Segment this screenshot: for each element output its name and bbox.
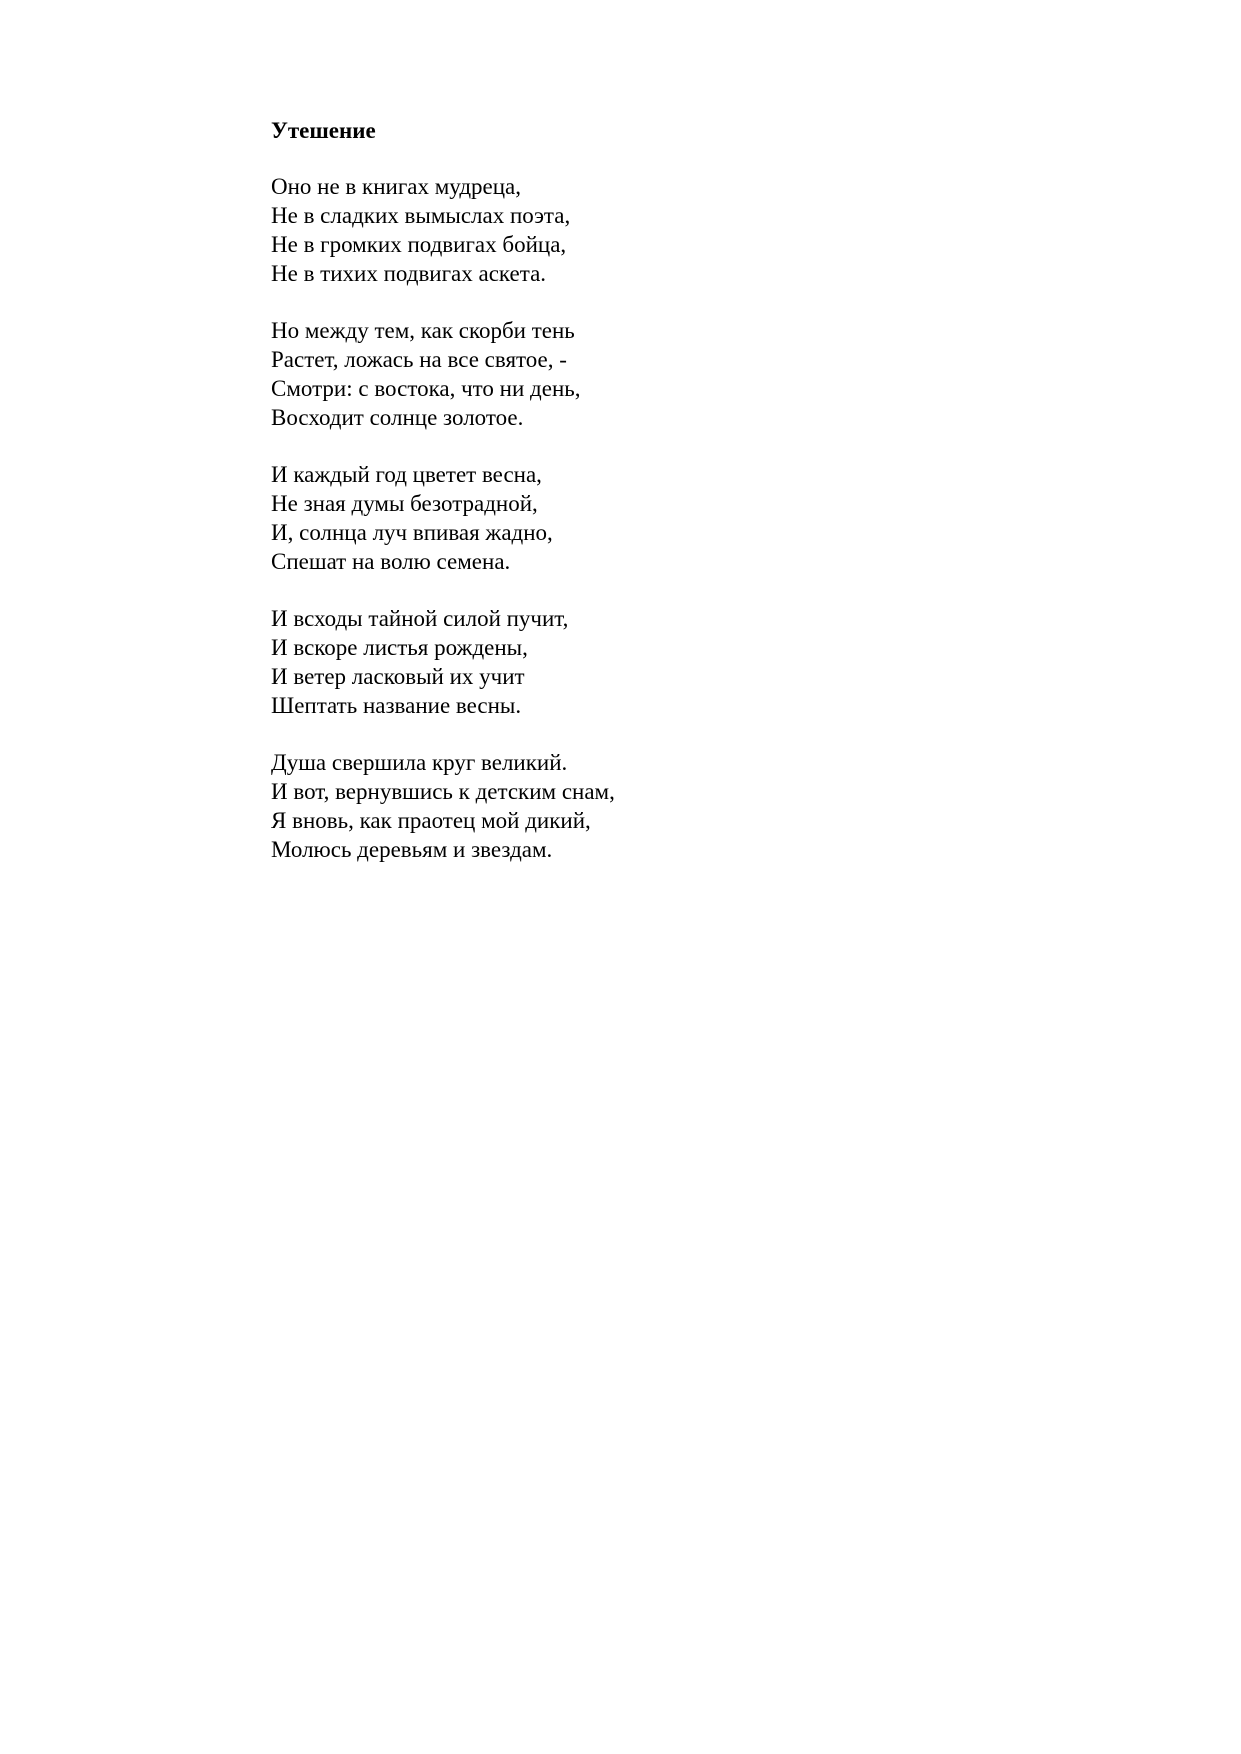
poem-line: Смотри: с востока, что ни день, (271, 376, 581, 401)
poem-line: Не зная думы безотрадной, (271, 491, 538, 516)
poem-line: И ветер ласковый их учит (271, 664, 525, 689)
stanza-2 (271, 316, 1171, 432)
poem-line: Душа свершила круг великий. (271, 750, 568, 775)
poem-line: Молюсь деревьям и звездам. (271, 837, 553, 862)
poem-line: Но между тем, как скорби тень (271, 318, 575, 343)
poem-line: И каждый год цветет весна, (271, 462, 542, 487)
poem-line: Оно не в книгах мудреца, (271, 174, 522, 199)
poem-line: Я вновь, как праотец мой дикий, (271, 808, 591, 833)
poem-line: Не в громких подвигах бойца, (271, 232, 567, 257)
poem (271, 116, 1171, 892)
stanza-3 (271, 460, 1171, 576)
poem-line: И вот, вернувшись к детским снам, (271, 779, 615, 804)
poem-line: Шептать название весны. (271, 693, 522, 718)
poem-line: Спешат на волю семена. (271, 549, 511, 574)
stanza-4 (271, 604, 1171, 720)
poem-line: Не в сладких вымыслах поэта, (271, 203, 571, 228)
poem-line: И всходы тайной силой пучит, (271, 606, 569, 631)
poem-line: Растет, ложась на все святое, - (271, 347, 567, 372)
stanza-1 (271, 172, 1171, 288)
poem-line: Восходит солнце золотое. (271, 405, 524, 430)
poem-line: Не в тихих подвигах аскета. (271, 261, 547, 286)
stanza-5 (271, 748, 1171, 864)
poem-title: Утешение (271, 118, 376, 143)
poem-line: И вскоре листья рождены, (271, 635, 528, 660)
poem-line: И, солнца луч впивая жадно, (271, 520, 553, 545)
